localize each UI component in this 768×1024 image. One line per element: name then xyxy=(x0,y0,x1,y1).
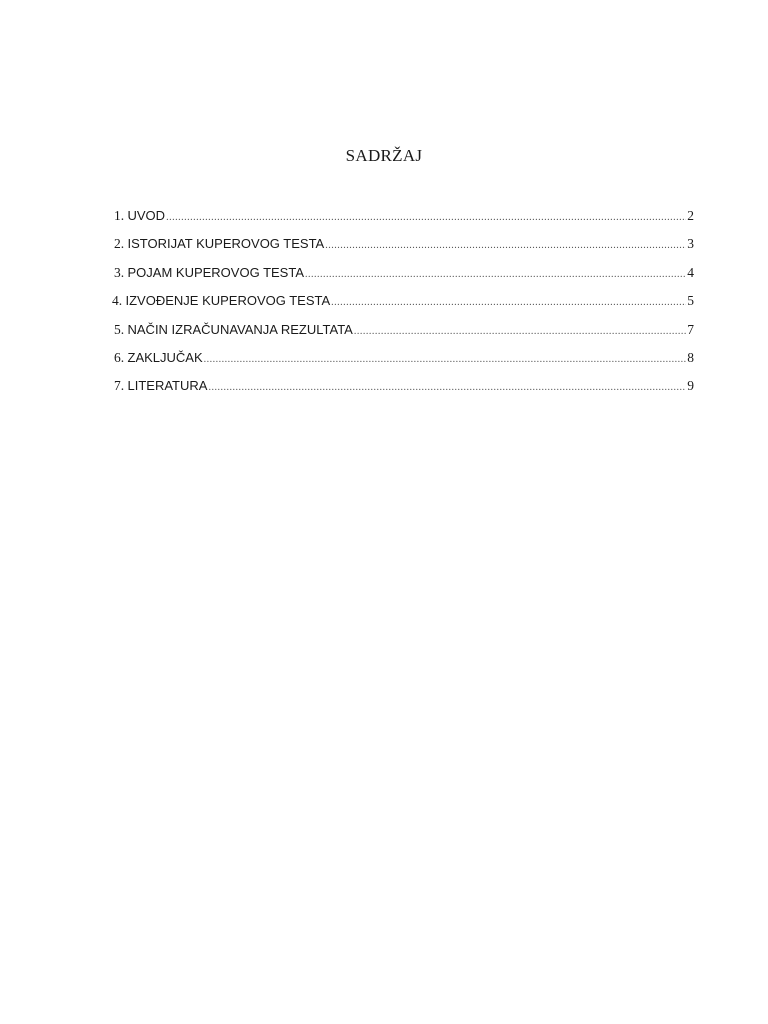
dot-leader xyxy=(325,240,686,251)
toc-entry-number: 1. xyxy=(114,208,128,223)
toc-entry-page: 3 xyxy=(687,236,694,252)
toc-entry-page: 7 xyxy=(687,321,694,337)
toc-entry-label: LITERATURA xyxy=(127,378,208,394)
dot-leader xyxy=(208,382,686,393)
dot-leader xyxy=(331,297,686,308)
dot-leader xyxy=(305,269,686,280)
toc-entry-zakljucak[interactable] xyxy=(114,350,694,378)
toc-entry-label: ISTORIJAT KUPEROVOG TESTA xyxy=(127,236,325,252)
toc-entry-number: 4. xyxy=(112,293,126,309)
toc-entry-izvodjenje[interactable] xyxy=(112,293,694,321)
dot-leader xyxy=(354,326,686,337)
toc-title: SADRŽAJ xyxy=(345,146,423,165)
toc-entry-label: NAČIN IZRAČUNAVANJA REZULTATA xyxy=(127,321,353,337)
toc-entry-pojam[interactable] xyxy=(114,265,694,293)
toc-entry-label: ZAKLJUČAK xyxy=(127,349,203,365)
toc-entry-nacin[interactable] xyxy=(114,322,694,350)
toc-entry-label: POJAM KUPEROVOG TESTA xyxy=(127,264,304,280)
table-of-contents xyxy=(114,208,694,407)
toc-entry-label: IZVOĐENJE KUPEROVOG TESTA xyxy=(125,293,331,309)
toc-entry-uvod[interactable] xyxy=(114,208,694,236)
toc-entry-number: 6. xyxy=(114,349,128,365)
toc-entry-page: 8 xyxy=(687,349,694,365)
toc-entry-page: 5 xyxy=(687,293,694,309)
toc-entry-number: 3. xyxy=(114,264,128,280)
toc-entry-label: UVOD xyxy=(127,208,166,223)
dot-leader xyxy=(166,212,686,223)
toc-entry-number: 7. xyxy=(114,378,128,394)
toc-entry-page: 4 xyxy=(687,264,694,280)
toc-entry-literatura[interactable] xyxy=(114,378,694,406)
toc-entry-page: 2 xyxy=(687,208,694,223)
dot-leader xyxy=(204,354,687,365)
toc-entry-page: 9 xyxy=(687,378,694,394)
toc-entry-number: 2. xyxy=(114,236,128,252)
toc-entry-number: 5. xyxy=(114,321,128,337)
toc-entry-istorijat[interactable] xyxy=(114,236,694,264)
